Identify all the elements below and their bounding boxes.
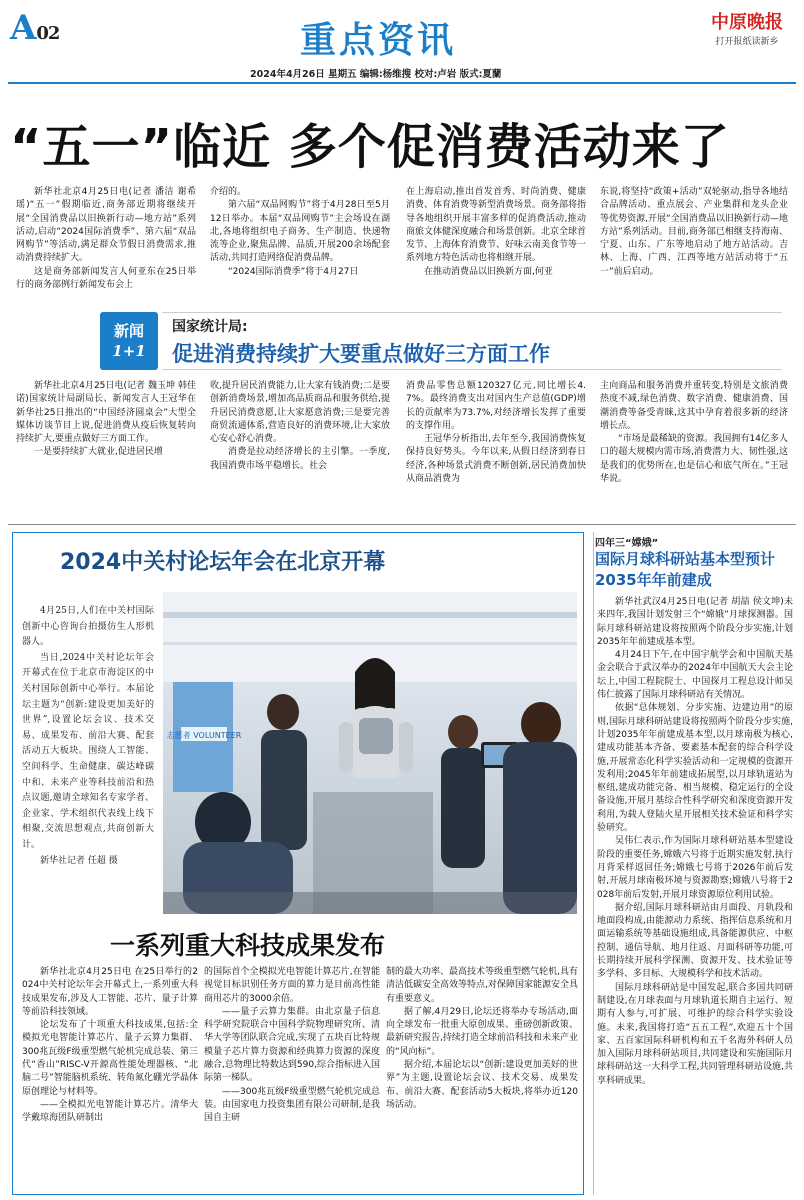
tech-col-1: 新华社北京4月25日电 在25日举行的2024中关村论坛年会开幕式上,一系列重大科技成果发布,涉及人工智能、芯片、量子计算等前沿科技领域。 论坛发布了十项重大科技成果,包括:全模拟光电智能计算芯片、量子云算力集群、300兆瓦级F级重型燃气轮机完成总装、第三代“香山”RISC-V开源高性能处理器核、“北脑二号”智能脑机系统、转角氮化硼光学晶体原创理论与材料等。 ——全模拟光电智能计算芯片。清华大学戴琼海团队研制出 xyxy=(22,967,198,1124)
header-rule xyxy=(8,82,796,84)
forum-headline: 2024中关村论坛年会在北京开幕 xyxy=(60,550,386,575)
robot-photo-illustration xyxy=(163,592,577,914)
photo-credit: 新华社记者 任超 摄 xyxy=(40,855,118,866)
forum-photo xyxy=(163,592,577,914)
tech-col-2: 的国际首个全模拟光电智能计算芯片,在智能视觉目标识别任务方面的算力是目前高性能商用芯片的3000余倍。 ——量子云算力集群。由北京量子信息科学研究院联合中国科学院物理研究所、清华大学等团队联合完成,实现了五块百比特规模量子芯片算力资源和经典算力资源的深度融合,总物理比特数达到590,综合指标进入国际第一梯队。 ——300兆瓦级F级重型燃气轮机完成总装。由国家电力投资集团有限公司研制,是我国自主研 xyxy=(204,967,380,1124)
stats-kicker: 国家统计局: xyxy=(172,319,248,335)
lead-col-3: 在上海启动,推出首发首秀、时尚消费、健康消费、体育消费等新型消费场景。商务部将指导各地组织开展丰富多样的促消费活动,推动商旅文体健深度融合和场景创新。北京全球首发节、上海体育消费节、好味云南美食节等一系列地方特色活动也将相继开展。 在推动消费品以旧换新方面,何亚 xyxy=(406,187,586,277)
page-number: A02 xyxy=(10,8,60,48)
stats-col-4: 主向商品和服务消费并重转变,特别是文旅消费热度不减,绿色消费、数字消费、健康消费、国潮消费等备受青睐,这其中孕育着很多新的经济增长点。 “市场是最稀缺的资源。我国拥有14亿多人口的超大规模内需市场,消费潜力大、韧性强,这是我们的优势所在,也是信心和底气所在。”王冠华说。 xyxy=(600,381,788,485)
moon-kicker: 四年三“嫦娥” xyxy=(595,538,659,549)
main-headline: “五一”临近 多个促消费活动来了 xyxy=(10,119,730,175)
stats-col-1: 新华社北京4月25日电(记者 魏玉坤 韩佳诺)国家统计局副局长、新闻发言人王冠华在新华社25日推出的“中国经济圆桌会”大型全媒体访谈节目上说,促进消费从疫后恢复转向持续扩大,要重点做好三方面工作。 一是要持续扩大就业,促进居民增 xyxy=(16,381,196,458)
lead-col-4: 东说,将坚持“政策+活动”双轮驱动,指导各地结合品牌活动、重点展会、产业集群和龙头企业等优势资源,开展“全国消费品以旧换新行动—地方站”系列活动。目前,商务部已相继支持海南、宁夏、山东、广东等地启动了地方站活动。吉林、上海、广西、江西等地方站活动将于“五一”前后启动。 xyxy=(600,187,788,277)
moon-headline: 国际月球科研站基本型预计2035年年前建成 xyxy=(595,550,776,589)
volunteer-sign-text: 志愿者 VOLUNTEER xyxy=(166,731,242,740)
section-title: 重点资讯 xyxy=(300,20,457,61)
tech-headline: 一系列重大科技成果发布 xyxy=(110,931,386,960)
photo-caption: 4月25日,人们在中关村国际创新中心咨询台拍摄仿生人形机器人。 当日,2024中关村论坛年会开幕式在位于北京市海淀区的中关村国际创新中心举行。本届论坛主题为“创新:建设更加美好的世界”,设置论坛会议、技术交易、成果发布、前沿大赛、配套活动五大板块。围绕人工智能、空间科学、生命健康、碳达峰碳中和、未来产业等科技前沿和热点议题,邀请全球知名专家学者、企业家、学术组织代表线上线下相聚,交流思想观点,共商创新大计。 新华社记者 任超 摄 xyxy=(22,604,154,869)
stats-headline: 促进消费持续扩大要重点做好三方面工作 xyxy=(172,342,550,366)
logo-slogan: 打开报纸读新乡 xyxy=(715,37,779,47)
section-divider xyxy=(8,524,796,525)
lead-col-2: 介绍的。 第六届“双品网购节”将于4月28日至5月12日举办。本届“双品网购节”主会场设在湖北,各地将组织电子商务、生产制造、快递物流等企业,聚焦品牌、品质,开展200余场配套活动,共同打造网络促消费品牌。 “2024国际消费季”将于4月27日 xyxy=(210,187,390,277)
lead-col-1: 新华社北京4月25日电(记者 潘洁 谢希瑶)“五一”假期临近,商务部近期将继续开展“全国消费品以旧换新行动—地方站”系列活动,启动“2024国际消费季”、第六届“双品网购节”等活动,满足群众节假日消费需求,推动消费持续扩大。 这是商务部新闻发言人何亚东在25日举行的商务部例行新闻发布会上 xyxy=(16,187,196,291)
logo-text: 中原晚报 xyxy=(711,12,783,33)
stats-col-3: 消费品零售总额120327亿元,同比增长4.7%。最终消费支出对国内生产总值(GDP)增长的贡献率为73.7%,对经济增长发挥了重要的支撑作用。 王冠华分析指出,去年至今,我国消费恢复保持良好势头。今年以来,从假日经济到春日经济,各种场景式消费不断创新,居民消费加快从商品消费为 xyxy=(406,381,586,485)
tech-col-3: 制的最大功率、最高技术等级重型燃气轮机,具有清洁低碳安全高效等特点,对保障国家能源安全具有重要意义。 据了解,4月29日,论坛还将举办专场活动,面向全球发布一批重大原创成果、重磅创新政策、最新研究报告,持续打造全球前沿科技和未来产业的“风向标”。 据介绍,本届论坛以“创新:建设更加美好的世界”为主题,设置论坛会议、技术交易、成果发布、前沿大赛、配套活动5大板块,将举办近120场活动。 xyxy=(386,967,578,1110)
issue-info: 2024年4月26日 星期五 编辑:杨维搜 校对:卢岩 版式:夏蘭 xyxy=(250,69,502,80)
newspaper-logo xyxy=(702,8,792,47)
column-rule xyxy=(593,532,594,1195)
news-1plus1-tag: 新闻 1+1 xyxy=(100,312,158,370)
moon-body: 新华社武汉4月25日电(记者 胡喆 侯文坤)未来四年,我国计划发射三个“嫦娥”月球探测器。国际月球科研站建设将按照两个阶段分步实施,计划2035年年前建成基本型。 4月24日下午,在中国宇航学会和中国航天基金会联合于武汉举办的2024年中国航天大会主论坛上,中国工程院院士、中国探月工程总设计师吴伟仁披露了国际月球科研站有关情况。 依据“总体规划、分步实施、边建边用”的原则,国际月球科研站建设将按照两个阶段分步实施,计划2035年年前建成基本型,以月球南极为核心,建成功能基本齐备、要素基本配套的综合科学设施,开展常态化科学实验活动和一定规模的资源开发利用;2045年年前建成拓展型,以月球轨道站为枢纽,建成功能完备、相当规模、稳定运行的全设备设施,开展月基综合性科学研究和深度资源开发利用,为载人登陆火星开展相关技术验证和科学实验研究。 吴伟仁表示,作为国际月球科研站基本型建设阶段的重要任务,嫦娥六号将于近期实施发射,执行月背采样返回任务;嫦娥七号将于2026年前后发射,开展月球南极环境与资源勘察;嫦娥八号将于2028年前后发射,开展月球资源原位利用试验。 据介绍,国际月球科研站由月面段、月轨段和地面段构成,由能源动力系统、指挥信息系统和月面运输系统等基础设施组成,具备能源供应、中枢控制、通信导航、地月往返、月面科研等功能,可长期持续开展科学探测、资源开发、技术验证等多学科、多目标、大规模科学和技术活动。 国际月球科研站是中国发起,联合多国共同研制建设,在月球表面与月球轨道长期自主运行、短期有人参与,可扩展、可维护的综合科学实验设施。未来,我国将打造“五五工程”,欢迎五十个国家、五百家国际科研机构和五千名海外科研人员加入国际月球科研站项目,共同建设和实施国际月球科研站这一大科学工程,共同管理科研站设施,共享科研成果。 xyxy=(597,597,793,1086)
stats-col-2: 收,提升居民消费能力,让大家有钱消费;二是要创新消费场景,增加高品质商品和服务供给,提升居民消费意愿,让大家愿意消费;三是要完善商贸流通体系,营造良好的消费环境,让大家放心安心舒心消费。 消费是拉动经济增长的主引擎。一季度,我国消费市场平稳增长。社会 xyxy=(210,381,390,471)
